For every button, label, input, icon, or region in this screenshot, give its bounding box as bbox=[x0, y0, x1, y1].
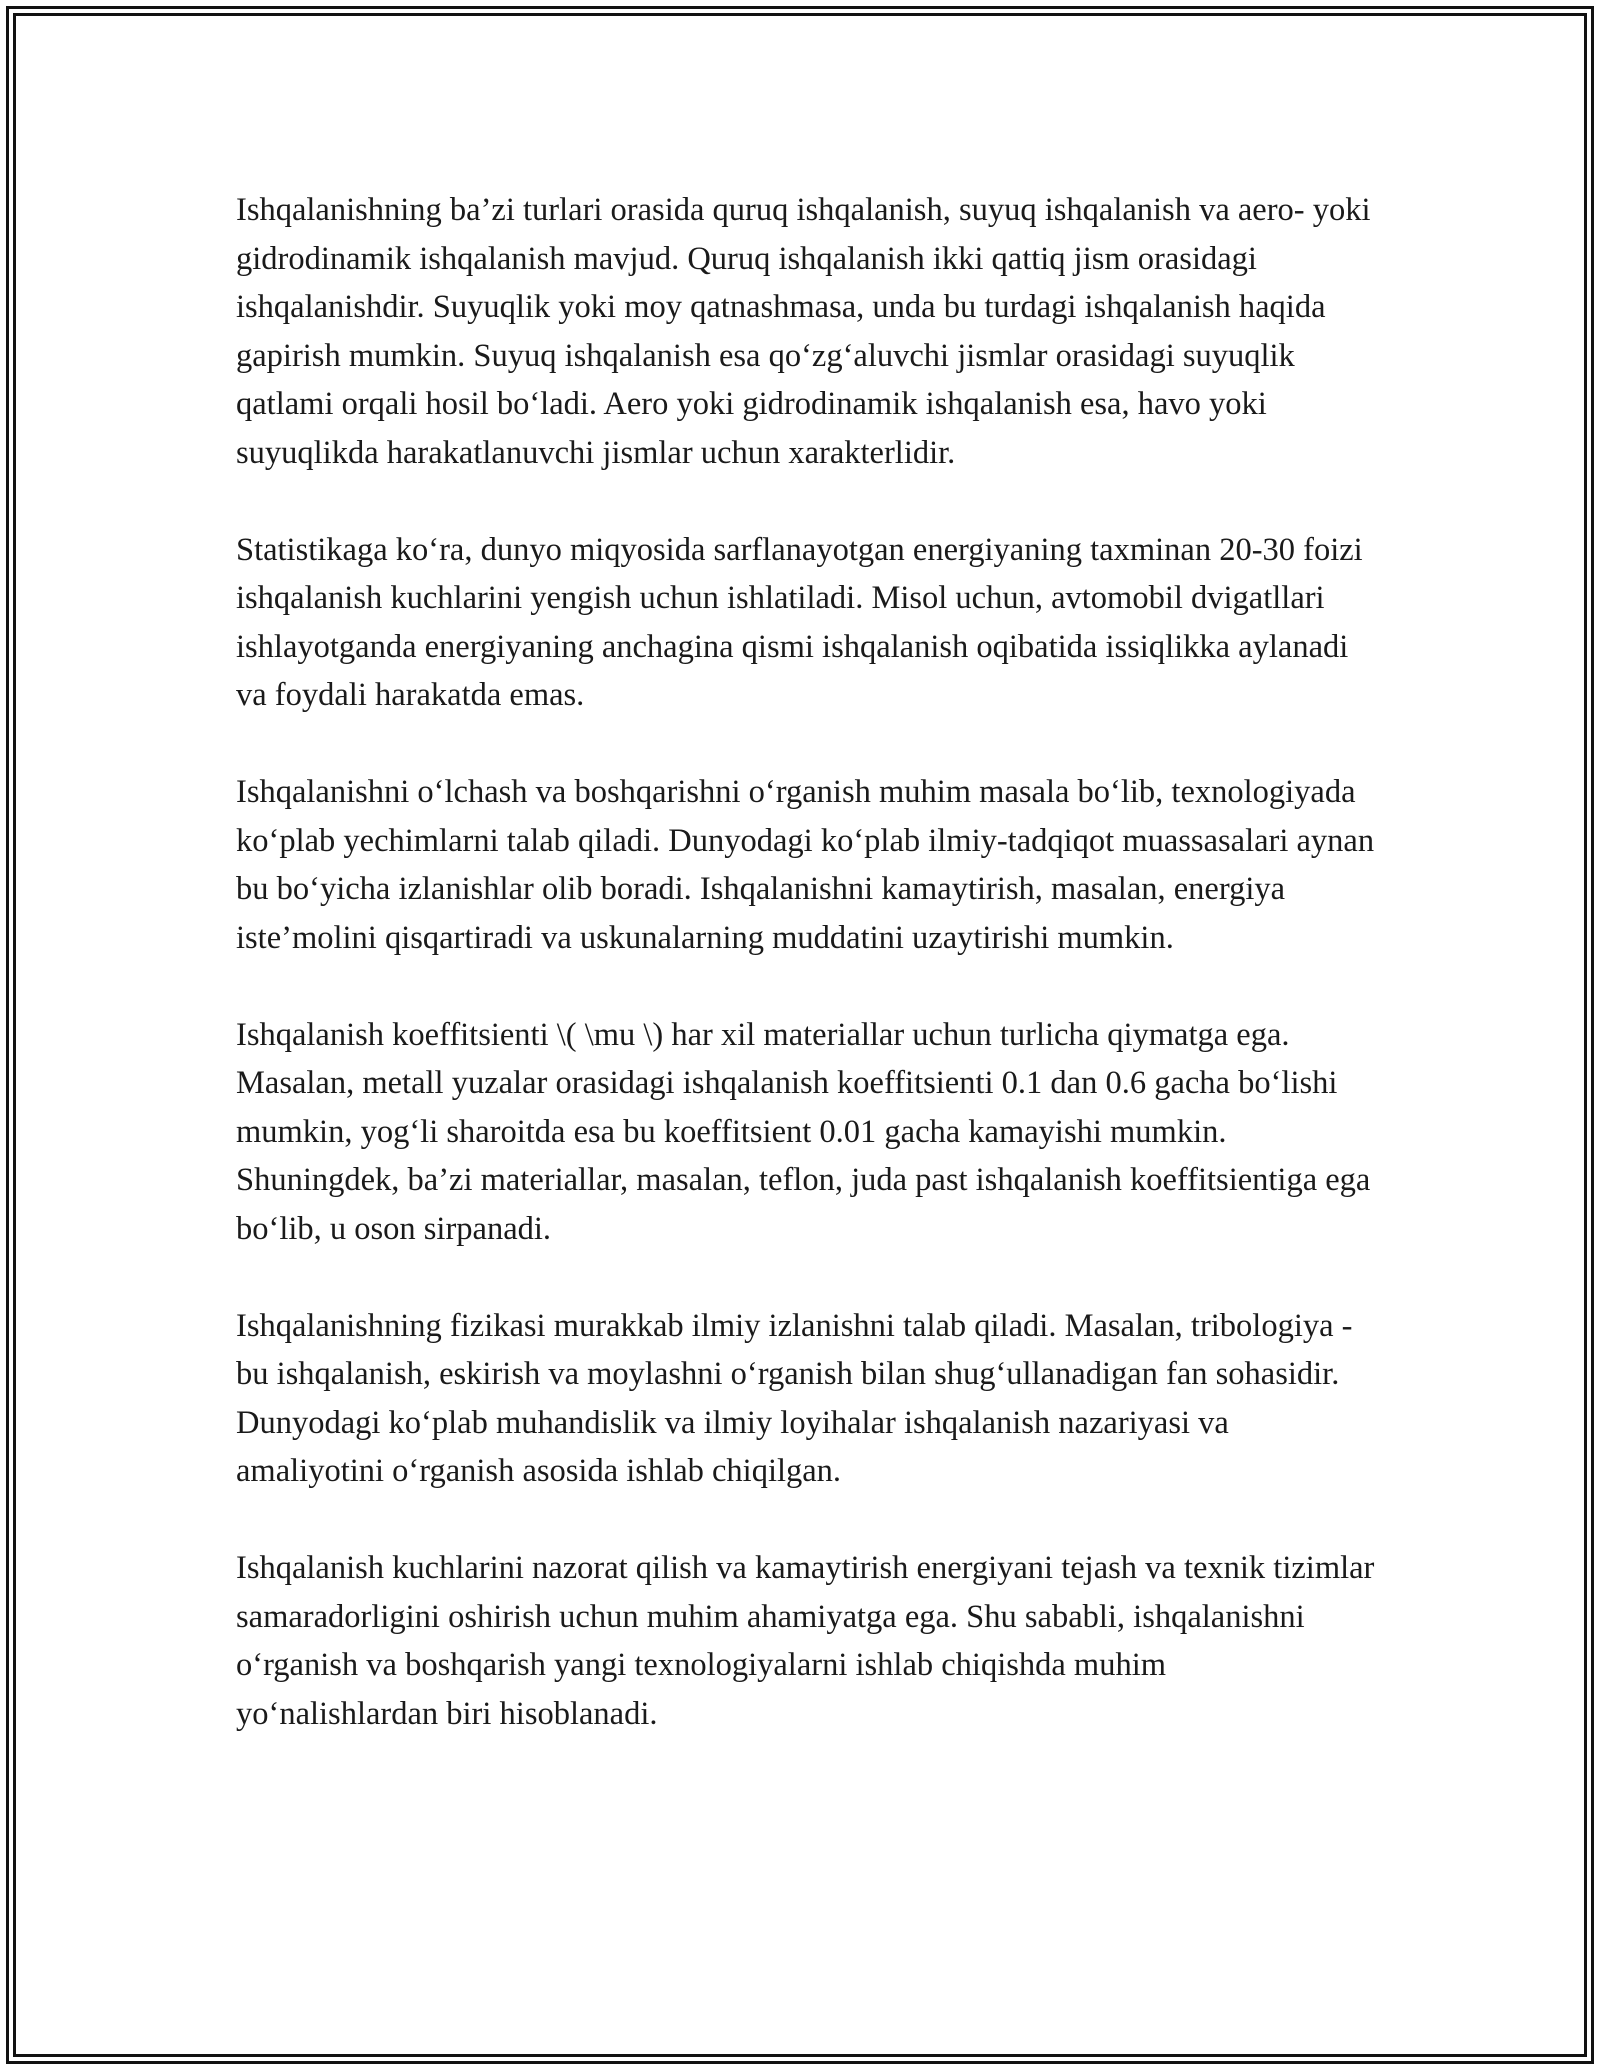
paragraph-conclusion: Ishqalanish kuchlarini nazorat qilish va kamaytirish energiyani tejash va texnik tizimlar samaradorligini oshirish uchun muhim ahamiyatga ega. Shu sababli, ishqalanishni o‘rganish va boshqarish yangi texnologiyalarni ishlab chiqishda muhim yo‘nalishlardan biri hisoblanadi. bbox=[236, 1550, 1375, 1732]
paragraph-tribology: Ishqalanishning fizikasi murakkab ilmiy izlanishni talab qiladi. Masalan, tribologiya - bu ishqalanish, eskirish va moylashni o‘rganish bilan shug‘ullanadigan fan sohasidir. Dunyodagi ko‘plab muhandislik va ilmiy loyihalar ishqalanish nazariyasi va amaliyotini o‘rganish asosida ishlab chiqilgan. bbox=[236, 1307, 1353, 1489]
paragraph-measurement-control: Ishqalanishni o‘lchash va boshqarishni o‘rganish muhim masala bo‘lib, texnologiyada ko‘plab yechimlarni talab qiladi. Dunyodagi ko‘plab ilmiy-tadqiqot muassasalari aynan bu bo‘yicha izlanishlar olib boradi. Ishqalanishni kamaytirish, masalan, energiya iste’molini qisqartiradi va uskunalarning muddatini uzaytirishi mumkin. bbox=[236, 774, 1375, 956]
paragraph-energy-statistics: Statistikaga ko‘ra, dunyo miqyosida sarflanayotgan energiyaning taxminan 20-30 foizi ishqalanish kuchlarini yengish uchun ishlatiladi. Misol uchun, avtomobil dvigatllari ishlayotganda energiyaning anchagina qismi ishqalanish oqibatida issiqlikka aylanadi va foydali harakatda emas. bbox=[236, 531, 1363, 713]
paragraph-friction-coefficient: Ishqalanish koeffitsienti \( \mu \) har xil materiallar uchun turlicha qiymatga ega. Masalan, metall yuzalar orasidagi ishqalanish koeffitsienti 0.1 dan 0.6 gacha bo‘lishi mumkin, yog‘li sharoitda esa bu koeffitsient 0.01 gacha kamayishi mumkin. Shuningdek, ba’zi materiallar, masalan, teflon, juda past ishqalanish koeffitsientiga ega bo‘lib, u oson sirpanadi. bbox=[236, 1016, 1371, 1247]
document-body bbox=[236, 186, 1376, 1787]
paragraph-friction-types: Ishqalanishning ba’zi turlari orasida quruq ishqalanish, suyuq ishqalanish va aero- yoki gidrodinamik ishqalanish mavjud. Quruq ishqalanish ikki qattiq jism orasidagi ishqalanishdir. Suyuqlik yoki moy qatnashmasa, unda bu turdagi ishqalanish haqida gapirish mumkin. Suyuq ishqalanish esa qo‘zg‘aluvchi jismlar orasidagi suyuqlik qatlami orqali hosil bo‘ladi. Aero yoki gidrodinamik ishqalanish esa, havo yoki suyuqlikda harakatlanuvchi jismlar uchun xarakterlidir. bbox=[236, 192, 1371, 471]
